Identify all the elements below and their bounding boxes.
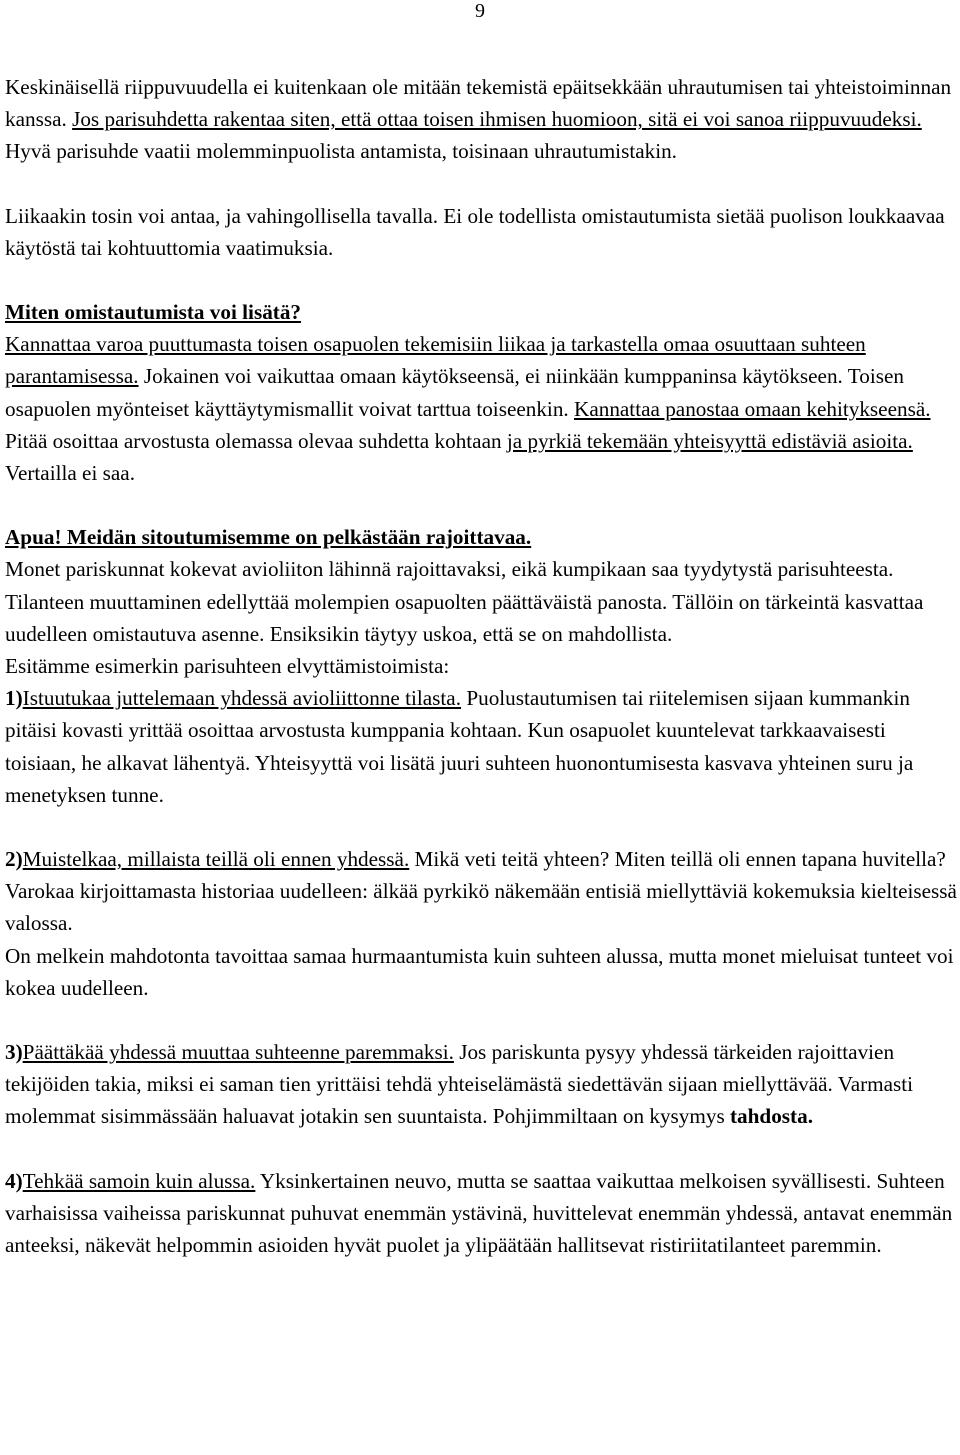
underlined-text: Jos parisuhdetta rakentaa siten, että ottaa toisen ihmisen huomioon, sitä ei voi sanoa riippuvuudeksi.: [72, 107, 922, 132]
text: Esitämme esimerkin parisuhteen elvyttämistoimista:: [5, 654, 450, 679]
list-item-title: Istuutukaa juttelemaan yhdessä avioliittonne tilasta.: [22, 686, 462, 711]
list-number: 3): [5, 1040, 23, 1065]
list-item-2: [5, 843, 957, 1004]
underlined-text: Kannattaa varoa puuttumasta toisen osapuolen tekemisiin liikaa ja tarkastella omaa osuuttaan suhteen parantamisessa.: [5, 332, 866, 389]
underlined-text: ja pyrkiä tekemään yhteisyyttä edistäviä asioita.: [506, 428, 913, 453]
paragraph-gap: [5, 264, 957, 296]
text: Monet pariskunnat kokevat avioliiton lähinnä rajoittavaksi, eikä kumpikaan saa tyydytystä parisuhteesta. Tilanteen muuttaminen edellyttää molempien osapuolten päättäväistä panosta. Tällöin on tärkeintä kasvattaa uudelleen omistautuva asenne. Ensiksikin täytyy uskoa, että se on mahdollista.: [5, 557, 924, 646]
text: Pitää osoittaa arvostusta olemassa olevaa suhdetta kohtaan: [5, 428, 507, 453]
text: Vertailla ei saa.: [5, 461, 135, 486]
document-body: [5, 71, 957, 1261]
paragraph-gap: [5, 1004, 957, 1036]
list-item-title: Tehkää samoin kuin alussa.: [22, 1168, 256, 1193]
list-number: 2): [5, 847, 23, 872]
list-number: 1): [5, 686, 23, 711]
paragraph-giving-too-much: [5, 200, 957, 264]
underlined-text: Kannattaa panostaa omaan kehitykseensä.: [574, 396, 931, 421]
paragraph-gap: [5, 489, 957, 521]
list-item-title: Päättäkää yhdessä muuttaa suhteenne paremmaksi.: [22, 1040, 454, 1065]
text: Yksinkertainen neuvo, mutta se saattaa vaikuttaa melkoisen syvällisesti. Suhteen varhaisissa vaiheissa pariskunnat puhuvat enemmän ystävinä, huvittelevat enemmän yhdessä, antavat enemmän anteeksi, näkevät helpommin asioiden hyvät puolet ja ylipäätään hallitsevat ristiriitatilanteet paremmin.: [5, 1168, 953, 1258]
section-increase-commitment: [5, 296, 957, 489]
list-item-title: Muistelkaa, millaista teillä oli ennen yhdessä.: [22, 847, 410, 872]
page-number: 9: [475, 0, 485, 22]
text: Hyvä parisuhde vaatii molemminpuolista antamista, toisinaan uhrautumistakin.: [5, 139, 677, 164]
section-heading: Miten omistautumista voi lisätä?: [5, 300, 302, 325]
bold-text: tahdosta.: [730, 1104, 814, 1129]
section-help: [5, 521, 957, 811]
text: Puolustautumisen tai riitelemisen sijaan kummankin pitäisi kovasti yrittää osoittaa arvostusta kumppania kohtaan. Kun osapuolet kuuntelevat tarkkaavaisesti toisiaan, he alkavat lähentyä. Yhteisyyttä voi lisätä juuri suhteen huonontumisesta kasvava yhteinen suru ja menetyksen tunne.: [5, 686, 914, 807]
paragraph-gap: [5, 168, 957, 200]
list-item-4: [5, 1165, 957, 1262]
list-item-3: [5, 1036, 957, 1133]
paragraph-dependency: [5, 71, 957, 168]
text: On melkein mahdotonta tavoittaa samaa hurmaantumista kuin suhteen alussa, mutta monet mieluisat tunteet voi kokea uudelleen.: [5, 943, 954, 1000]
text: Keskinäisellä riippuvuudella ei kuitenkaan ole mitään tekemistä epäitsekkään uhrautumisen tai yhteistoiminnan kanssa.: [5, 75, 952, 132]
paragraph-gap: [5, 1133, 957, 1165]
paragraph-gap: [5, 811, 957, 843]
section-heading-b: Meidän sitoutumisemme on pelkästään rajoittavaa.: [61, 525, 532, 550]
text: Liikaakin tosin voi antaa, ja vahingollisella tavalla. Ei ole todellista omistautumista sietää puolison loukkaavaa käytöstä tai kohtuuttomia vaatimuksia.: [5, 203, 945, 260]
section-heading-a: Apua!: [5, 525, 62, 550]
text: Mikä veti teitä yhteen? Miten teillä oli ennen tapana huvitella? Varokaa kirjoittamasta historiaa uudelleen: älkää pyrkikö näkemään entisiä miellyttäviä kokemuksia kielteisessä valossa.: [5, 847, 957, 936]
text: Jokainen voi vaikuttaa omaan käytökseensä, ei niinkään kumppaninsa käytökseen. Toisen osapuolen myönteiset käyttäytymismallit voivat tarttua toiseenkin.: [5, 364, 904, 421]
text: Jos pariskunta pysyy yhdessä tärkeiden rajoittavien tekijöiden takia, miksi ei saman tien yrittäisi tehdä yhteiselämästä siedettävän sijaan miellyttävää. Varmasti molemmat sisimmässään haluavat jotakin sen suuntaista. Pohjimmiltaan on kysymys: [5, 1040, 914, 1129]
list-number: 4): [5, 1168, 23, 1193]
